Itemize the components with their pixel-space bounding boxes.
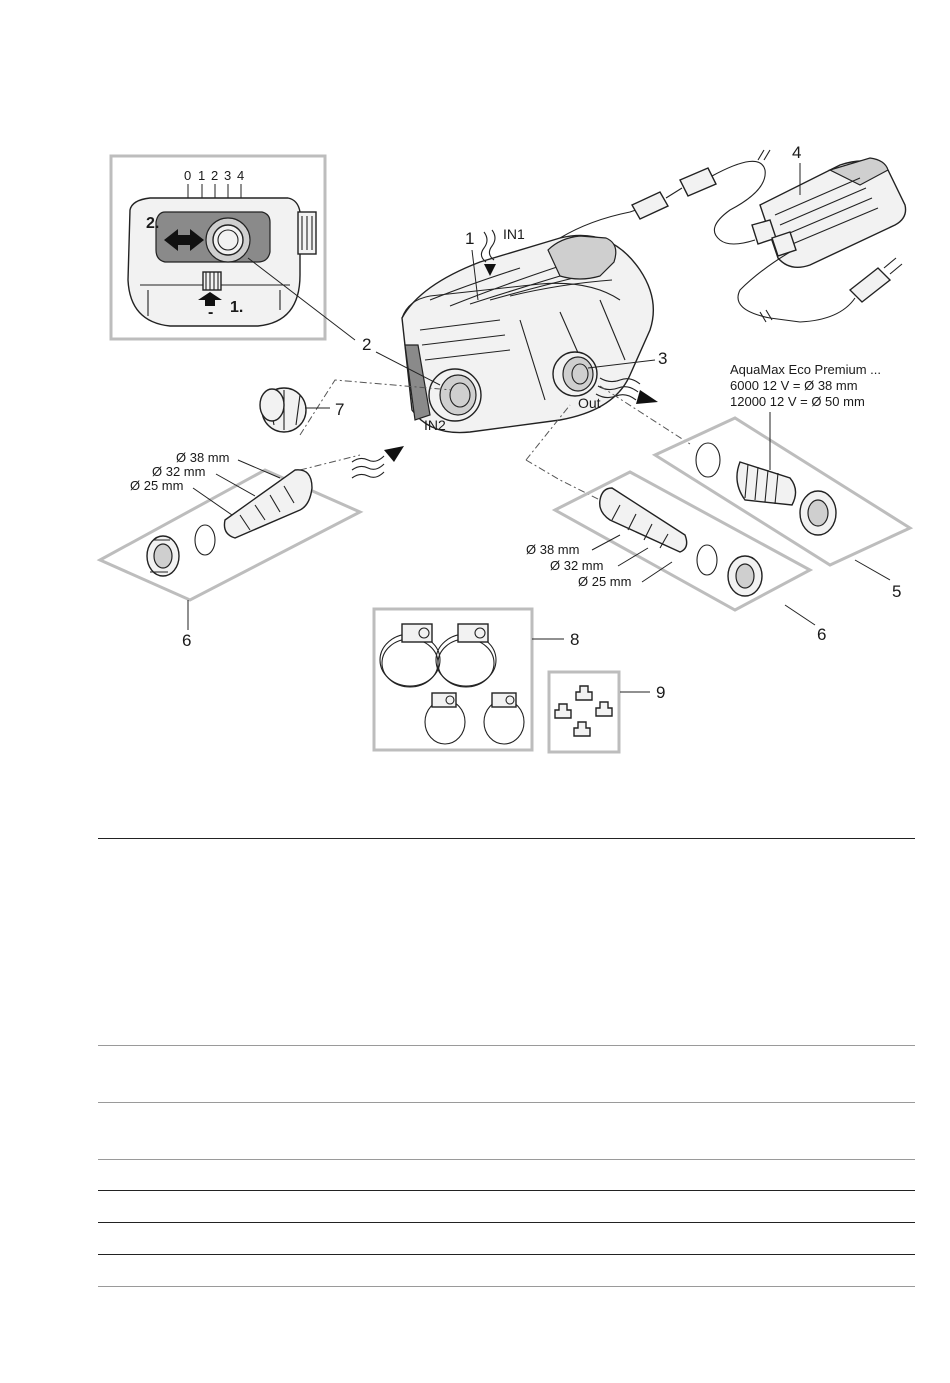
callout-2: 2	[362, 335, 372, 354]
table-rule-5	[98, 1222, 915, 1223]
callout-8: 8	[570, 630, 580, 649]
table-rule-6	[98, 1254, 915, 1255]
table-rule-7	[98, 1286, 915, 1287]
right-diameter-25: Ø 25 mm	[578, 574, 632, 589]
left-diameter-25: Ø 25 mm	[130, 478, 184, 493]
scale-4: 4	[237, 168, 245, 183]
left-diameter-32: Ø 32 mm	[152, 464, 206, 479]
callout-9: 9	[656, 683, 666, 702]
label-in2: IN2	[424, 417, 446, 433]
hose-clamps-drawing	[380, 624, 524, 744]
kit-5-parts	[696, 443, 836, 535]
left-diameter-38: Ø 38 mm	[176, 450, 230, 465]
label-out: Out	[578, 395, 601, 411]
table-rule-1	[98, 1045, 915, 1046]
cap-nut-7-drawing	[260, 388, 306, 432]
callout-6-right: 6	[817, 625, 827, 644]
table-rule-3	[98, 1159, 915, 1160]
in2-flow-arrow	[352, 446, 404, 478]
callout-1: 1	[465, 229, 475, 248]
scale-3: 3	[224, 168, 232, 183]
right-diameter-38: Ø 38 mm	[526, 542, 580, 557]
right-diameter-32: Ø 32 mm	[550, 558, 604, 573]
step-1-label: 1.	[230, 299, 244, 316]
model-note-line2: 6000 12 V = Ø 38 mm	[730, 378, 858, 393]
model-note-line3: 12000 12 V = Ø 50 mm	[730, 394, 865, 409]
table-rule-4	[98, 1190, 915, 1191]
feet-drawing	[555, 686, 612, 736]
callout-7: 7	[335, 400, 345, 419]
callout-3: 3	[658, 349, 668, 368]
scale-1: 1	[198, 168, 206, 183]
step-2-label: 2.	[146, 215, 160, 232]
hose-clamps-frame	[374, 609, 532, 750]
callout-5: 5	[892, 582, 902, 601]
pump-body-drawing	[402, 235, 653, 432]
minus-sign: -	[208, 304, 214, 321]
regulator-inset	[111, 156, 325, 339]
label-in1: IN1	[503, 226, 525, 242]
table-rule-2	[98, 1102, 915, 1103]
table-top-rule	[98, 838, 915, 839]
scale-2: 2	[211, 168, 219, 183]
callout-6-left: 6	[182, 631, 192, 650]
axis-line-left	[300, 455, 360, 470]
cable-connector	[632, 168, 716, 219]
scale-0: 0	[184, 168, 192, 183]
mains-plug	[850, 258, 902, 302]
callout-4: 4	[792, 143, 802, 162]
transformer-drawing	[752, 158, 906, 267]
model-note-line1: AquaMax Eco Premium ...	[730, 362, 881, 377]
